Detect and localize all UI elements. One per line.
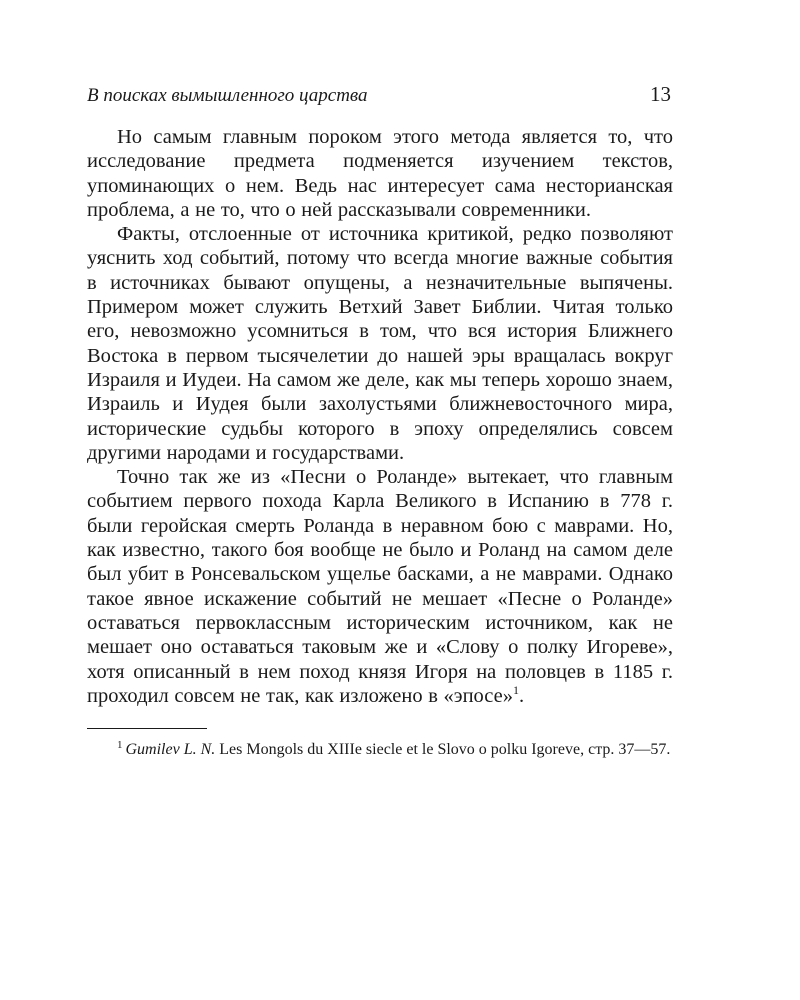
page-number: 13 bbox=[650, 82, 671, 106]
footnote-reference[interactable]: 1 bbox=[513, 683, 520, 697]
book-page bbox=[87, 82, 673, 761]
running-title: В поисках вымышленного царства bbox=[87, 85, 368, 106]
running-header bbox=[87, 82, 673, 110]
body-text bbox=[87, 125, 673, 708]
paragraph-1: Но самым главным пороком этого метода является то, что исследование предмета подменяется изучением текстов, упоминающих о нем. Ведь нас интересует сама несторианская проблема, а не то, что о ней рассказывали современники. bbox=[87, 126, 673, 221]
footnote bbox=[87, 739, 673, 761]
paragraph-3-text: Точно так же из «Песни о Роланде» вытекает, что главным событием первого похода Карла Великого в Испанию в 778 г. были геройская смерть Роланда в неравном бою с маврами. Но, как известно, такого боя вообще не было и Роланд на самом деле был убит в Ронсевальском ущелье басками, а не маврами. Однако такое явное искажение событий не мешает «Песне о Роланде» оставаться первоклассным историческим источником, как не мешает оно оставаться таковым же и «Слову о полку Игореве», хотя описанный в нем поход князя Игоря на половцев в 1185 г. проходил совсем не так, как изложено в «эпосе» bbox=[87, 466, 673, 707]
paragraph-2: Факты, отслоенные от источника критикой, редко позволяют уяснить ход событий, потому что всегда многие важные события в источниках бывают опущены, а незначительные выпячены. Примером может служить Ветхий Завет Библии. Читая только его, невозможно усомниться в том, что вся история Ближнего Востока в первом тысячелетии до нашей эры вращалась вокруг Израиля и Иудеи. На самом же деле, как мы теперь хорошо знаем, Израиль и Иудея были захолустьями ближневосточного мира, исторические судьбы которого в эпоху определялись совсем другими народами и государствами. bbox=[87, 223, 673, 464]
footnote-author: Gumilev L. N. bbox=[125, 741, 216, 759]
footnote-text: Les Mongols du XIIIe siecle et le Slovo o polku Igoreve, стр. 37—57. bbox=[215, 741, 671, 759]
paragraph-3: Точно так же из «Песни о Роланде» вытекает, что главным событием первого похода Карла Великого в Испанию в 778 г. были геройская смерть Роланда в неравном бою с маврами. Но, как известно, такого боя вообще не было и Роланд на самом деле был убит в Ронсевальском ущелье басками, а не маврами. Однако такое явное искажение событий не мешает «Песне о Роланде» оставаться первоклассным историческим источником, как не мешает оно оставаться таковым же и «Слову о полку Игореве», хотя описанный в нем поход князя Игоря на половцев в 1185 г. проходил совсем не так, как изложено в «эпосе»$^1$. bbox=[87, 466, 673, 707]
footnote-divider bbox=[87, 728, 207, 729]
footnote-number: 1 bbox=[117, 738, 123, 751]
